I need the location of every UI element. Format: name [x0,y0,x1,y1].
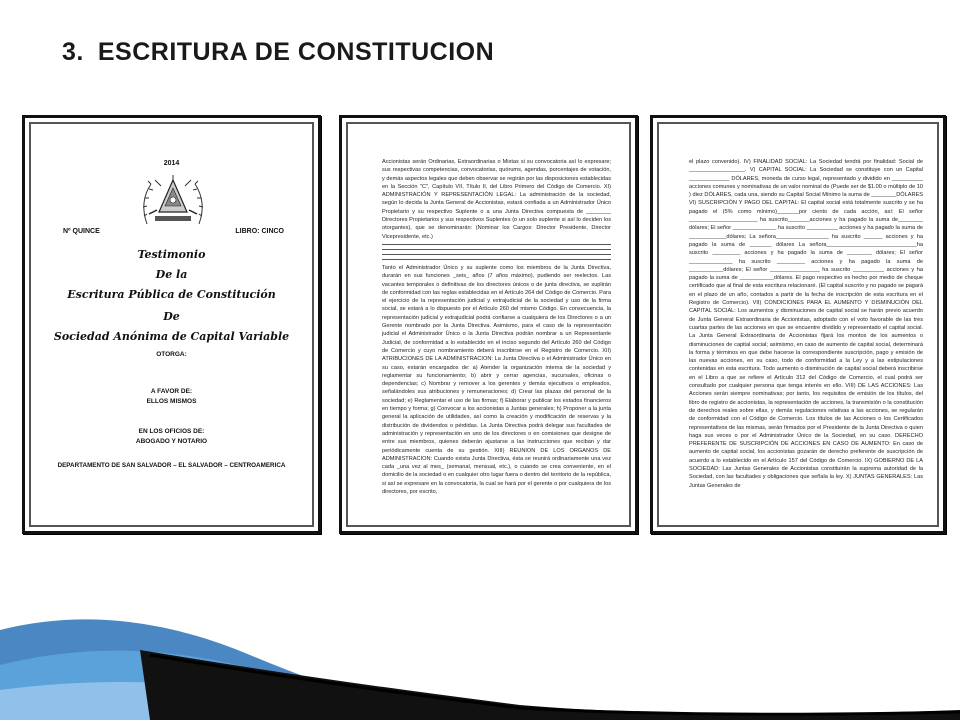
cover-otorga: OTORGA: [156,351,187,358]
blank-line [382,254,611,255]
cover-escritura: Escritura Pública de Constitución [67,288,276,301]
page3-frame [657,122,939,527]
oficios-value: ABOGADO Y NOTARIO [135,438,208,445]
blank-line [382,244,611,245]
document-page-2 [339,115,638,534]
cover-testimonio: Testimonio [137,248,206,261]
favor-label: A FAVOR DE: [150,388,193,395]
page2-frame [346,122,631,527]
document-page-3 [650,115,946,534]
coat-of-arms-icon [135,174,211,230]
cover-year: 2014 [163,160,180,167]
page2-paragraph-1: Accionistas serán Ordinarias, Extraordinarias o Mixtas si su convocatoria así lo expresare; sus respectivas competencias, convocatorias, quórums, agendas, porcentajes de votación, y demás aspectos legales que deben observar se regirán por las disposiciones establecidas en la Sección "C", Capítulo VII, Título II, del Libro Primero del Código de Comercio. XI) ADMINISTRACIÓN Y REPRESENTACIÓN LEGAL: La administración de la sociedad, según lo decida la Junta General de Accionistas, estará confiada a un Administrador Único Propietario y su respectivo Suplente o a una Junta Directiva compuesta de ________ Directores Propietarios y sus respectivos Suplentes (o un solo suplente si así lo deciden los otorgantes), que se denominarán: (Nominar los Cargos: Director Presidente, Director Vicepresidente, etc.) [382,159,611,240]
cover-sociedad: Sociedad Anónima de Capital Variable [53,330,290,343]
cover-de: De [163,310,180,323]
favor-value: ELLOS MISMOS [146,398,197,405]
page3-text [689,158,923,490]
cover-de-la: De la [155,268,188,281]
blank-line [382,259,611,260]
page3-paragraph-1: el plazo convenido). IV) FINALIDAD SOCIAL: La Sociedad tendrá por finalidad: Social de __________________. V) CAPITAL SOCIAL: La Sociedad se constituye con un Capital _____________ DÓLARES, moneda de curso legal, representado y dividido en __________ acciones comunes y nominativas de un valor nominal de (Puede ser de $1.00 o múltiplo de 10 ) diez DÓLARES, cada una, siendo su Capital Social Mínimo la suma de ________DÓLARES VI) SUSCRIPCIÓN Y PAGO DEL CAPITAL: El capital social está totalmente suscrito y se ha pagado el (5% como mínimo)_______por ciento de cada acción, así: El señor ______________________ ha suscrito_______acciones y ha pagado la suma de________ dólares; El señor ______________ ha suscrito __________ acciones y ha pagado la suma de ____________dólares; La señora_________________ ha suscrito ______ acciones y ha pagado la suma de _______ dólares La señora_____________________________ha suscrito _________ acciones y ha pagado la suma de ________ dólares; El señor ______________ ha suscrito _________ acciones y ha pagado la suma de ___________dólares; El señor ________________ ha suscrito __________ acciones y ha pagado la suma de ___________dólares. El pago respectivo es hecho por medio de cheque certificado que al final de esta escritura relacionaré. (El capital suscrito y no pagado se pagará en el plazo de un año, contados a partir de la fecha de inscripción de esta escritura en el Registro de Comercio). VII) CONDICIONES PARA EL AUMENTO Y DISMINUCIÓN DEL CAPITAL SOCIAL: Los aumentos y disminuciones de capital social se harán previo acuerdo de Junta General Extraordinaria de Accionistas, adoptado con el voto favorable de las tres cuartas partes de las acciones en que se encuentre dividido y representado el capital social. La Junta General Extraordinaria de Accionistas fijará los montos de los aumentos o disminuciones de capital social; asimismo, en caso de aumento de capital social, determinará la forma y términos en que debe hacerse la correspondiente suscripción, pago y emisión de las nuevas acciones, en su caso, todo de conformidad a la Ley y a las estipulaciones contenidas en esta escritura. Todo aumento o disminución de capital social deberá inscribirse en el Libro a que se refiere el Artículo 312 del Código de Comercio, el cual podrá ser consultado por cualquier persona que tenga interés en ello. VIII) DE LAS ACCIONES: Las Acciones serán siempre nominativas; por tanto, los requisitos de emisión de los títulos, del libro de registro de accionistas, la representación de acciones, la transmisión o la constitución de derechos reales sobre ellas, y demás regulaciones relativas a las acciones, se regularán de conformidad con el Código de Comercio. Los títulos de las Acciones o los Certificados representativos de las mismas, serán firmados por el Presidente de la Junta Directiva o quien haga sus veces o por el Administrador Único de la Sociedad, en su caso. DERECHO PREFERENTE DE SUSCRIPCIÓN DE ACCIONES EN CASO DE AUMENTO: En caso de aumento de capital social, los accionistas gozarán de derecho preferente de suscripción de acuerdo a lo establecido en el Artículo 157 del Código de Comercio. IX) GOBIERNO DE LA SOCIEDAD: Las Juntas Generales de Accionistas constituirán la suprema autoridad de la Sociedad, con las facultades y obligaciones que señala la ley. X) JUNTAS GENERALES: Las Juntas Generales de [689,159,923,489]
cover-frame [29,122,314,527]
slide-title [62,38,494,67]
title-text: ESCRITURA DE CONSTITUCION [97,38,495,66]
cover-offices [31,427,312,447]
cover-department: DEPARTAMENTO DE SAN SALVADOR – EL SALVADOR – CENTROAMERICA [57,462,286,469]
blank-line [382,249,611,250]
page2-paragraph-2: Tanto el Administrador Único y su suplente como los miembros de la Junta Directiva, durarán en sus funciones _seis_ años (7 años máximo), pudiendo ser reelectos. Las vacantes temporales o definitivas de los directores únicos o de junta directiva, se suplirán de conformidad con las reglas establecidas en el Artículo 264 del Código de Comercio. Para el ejercicio de la representación judicial y extrajudicial de la sociedad y uso de la firma social, se estará a lo dispuesto por el Artículo 260 del mismo Código. En consecuencia, la representación judicial y extrajudicial podrá confiarse a cualquiera de los Directores o a un Gerente nombrado por la Junta Directiva. Asimismo, para el caso de la representación judicial el Administrador Único o la Junta Directiva podrán nombrar a un Representante Judicial, de conformidad a lo establecido en el inciso segundo del Artículo 260 del Código de Comercio y cuyo nombramiento deberá inscribirse en el Registro de Comercio. XII) ATRIBUCIONES DE LA ADMINISTRACION: La Junta Directiva o el Administrador Único en su caso, estarán encargados de: a) Atender la organización interna de la sociedad y reglamentar su funcionamiento; b) abrir y cerrar agencias, sucursales, oficinas o dependencias; c) Nombrar y remover a los gerentes y demás ejecutivos o empleados, señalándoles sus atribuciones y remuneraciones; d) Crear las plazas del personal de la sociedad; e) Reglamentar el uso de las firmas; f) Elaborar y publicar los estados financieros en tiempo y forma; g) Convocar a los accionistas a Juntas generales; h) Proponer a la junta general la aplicación de utilidades, así como la creación y modificación de reservas y la distribución de dividendos o pérdidas. La Junta Directiva podrá delegar sus facultades de administración y representación en uno de los directores o en comisiones que designe de entre sus miembros, quienes deberán ajustarse a las instrucciones que reciban y dar periódicamente cuenta de su gestión. XIII) REUNION DE LOS ORGANOS DE ADMINISTRACION: Cuando exista Junta Directiva, ésta se reunirá ordinariamente una vez cada _una vez al mes_ (semanal, mensual, etc.), o cuando se crea conveniente, en el domicilio de la sociedad o en cualquier otro lugar fuera o dentro del territorio de la república, si así se expresare en la convocatoria, la cual se hará por el gerente o por cualquiera de los directores, por escrito, [382,264,611,495]
title-number: 3. [62,38,84,66]
decorative-swoosh [0,560,960,720]
oficios-label: EN LOS OFICIOS DE: [138,428,205,435]
page2-text [382,158,611,496]
document-cover-page [22,115,321,534]
cover-book: LIBRO: CINCO [235,228,284,235]
cover-in-favor-of [31,387,312,407]
cover-number: Nº QUINCE [63,228,100,235]
